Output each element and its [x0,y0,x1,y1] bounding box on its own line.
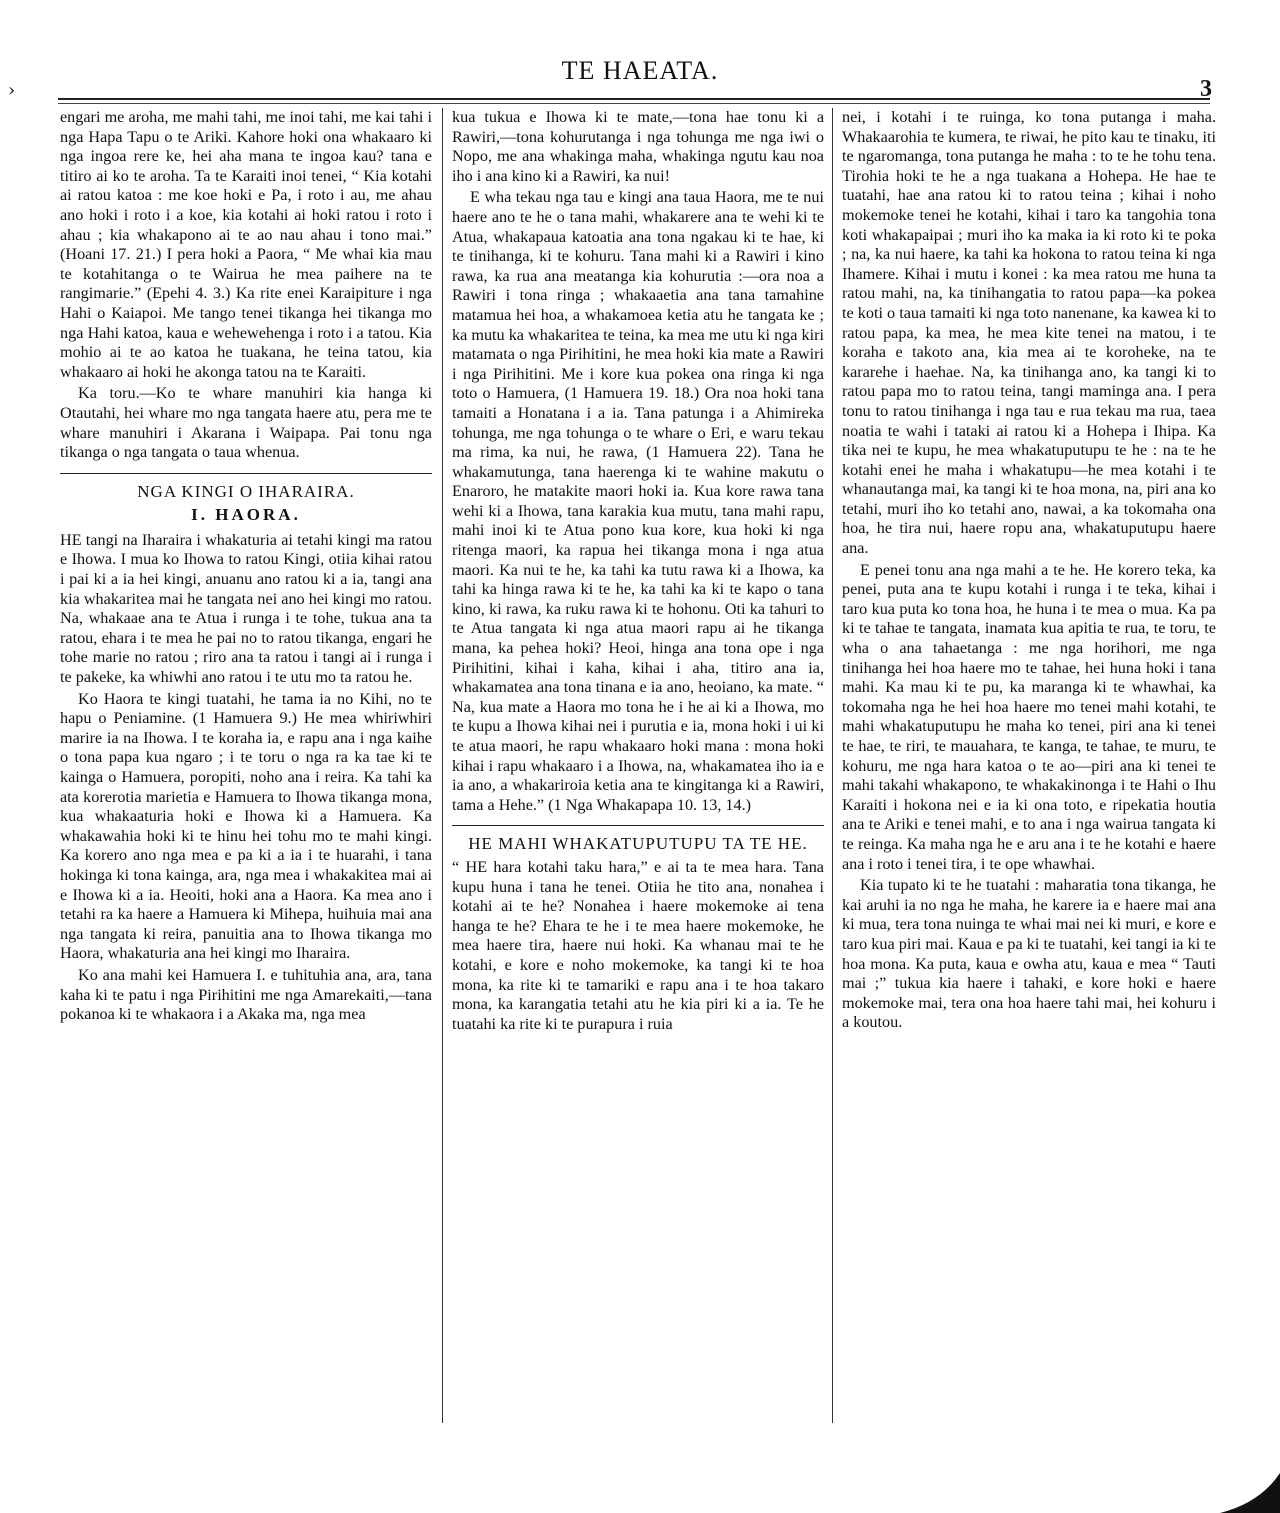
paragraph: Ka toru.—Ko te whare manuhiri kia hanga ki Otautahi, hei whare mo nga tangata haere atu, pera me te whare manuhiri i Akarana i Waipapa. Pai tonu nga tikanga o nga tangata o taua whenua. [60,384,432,462]
paragraph: kua tukua e Ihowa ki te mate,—tona hae tonu ki a Rawiri,—tona kohurutanga i nga tohunga me nga iwi o Nopo, me ana whakinga maha, whakinga ngutu kau noa iho i ana kino ki a Rawiri, ka nui! [452,108,824,185]
paragraph: engari me aroha, me mahi tahi, me inoi tahi, me kai tahi i nga Hapa Tapu o te Ariki. Kahore hoki ona whakaaro ki nga ingoa rere ke, hei aha mana te ingoa kau? tana e titiro ai ko te aroha. Ta te Karaiti inoi tenei, “ Kia kotahi ai ratou katoa : me koe hoki e Pa, i roto i au, me ahau ano hoki i roto i a koe, kia kotahi ai hoki ratou i roto i ahau ; kia whakapono ai te ao nau ahau i tono mai.” (Hoani 17. 21.) I pera hoki a Paora, “ Me whai kia mau te kotahitanga o te Wairua he mea paihere na te rangimarie.” (Epehi 4. 3.) Ka rite enei Karaipiture i nga Hahi o Kaiapoi. Me tango tenei tikanga hei tikanga mo nga Hahi katoa, kaua e wehewehenga i roto i a tatou. Kia mohio ai te ao katoa he tuakana, he teina tatou, kia whakaaro ai hoki he akonga tatou na te Karaiti. [60,108,432,381]
page-header [0,56,1280,102]
paragraph: nei, i kotahi i te ruinga, ko tona putanga i maha. Whakaarohia te kumera, te riwai, he pito kau te tinaku, iti te ngaromanga, tona putanga he maha : to te he tohu tena. Tirohia hoki te he a nga tuakana a Hohepa. He hae te tuatahi, hae ana ratou ki to ratou teina ; kihai i noho mokemoke tenei he kotahi, kihai i taro ka tangohia tona koti whakapaipai ; muri iho ka maka ia ki roto ki te poka ; na, ka nui haere, ka tahi ka hokona to ratou teina ki nga Ihamere. Kihai i mutu i konei : ka mea ratou me huna ta ratou mahi, na, ka tinihangatia to ratou papa—ka pokea te koti o taua tamaiti ki nga toto nanenane, ka kawea ki to ratou papa, ka mea, he mea kite tenei na matou, i te koraha e takoto ana, kia mea ai te koroheke, na te kararehe i haehae. Na, ka tinihanga ano, ka tangi ki to ratou papa mo to ratou teina, tangi maminga ana. I pera tonu to ratou tinihanga i nga tau e rua tekau ma rua, taea noatia te wahi i tataki ai ratou ki a Hohepa i Ihipa. Ka tika nei te kupu, he mea whakatuputupu te he : na te he kotahi enei he maha i whakatupu—he mea kotahi i te whanautanga mai, ka tangi ki te hoa mona, na, piri ana ko tetahi, muri iho ko tetahi ano, nawai, a ka tokomaha ona hoa, he tira nui, haere ropu ana, whakatuputupu haere ana. [842,108,1216,558]
newspaper-title: TE HAEATA. [561,56,719,85]
section-heading: NGA KINGI O IHARAIRA. [137,481,355,501]
header-rule [58,98,1210,100]
header-rule-thin [58,103,1210,104]
column-1 [60,108,432,1423]
page-corner-fold [1220,1473,1280,1513]
paragraph: “ HE hara kotahi taku hara,” e ai ta te mea hara. Tana kupu huna i tana he tenei. Otiia he tito ana, nonahea i kotahi ai te he? Nonahea i haere mokemoke ai tena hanga te he? Ehara te he i te mea haere mokemoke, he mea haere tira, haere nui hoki. Ka whanau mai te he kotahi, e kore e noho mokemoke, ka tangi ki te hoa mona, ka rite ki te tamariki e rapu ana i te hoa takaro mona, ka karangatia tetahi atu he kia piri ki a ia. Te he tuatahi ka rite ki te purapura i ruia [452,857,824,1033]
section-divider [452,825,824,826]
paragraph: Ko ana mahi kei Hamuera I. e tuhituhia ana, ara, tana kaha ki te patu i nga Pirihitini me nga Amarekaiti,—tana pokanoa ki te whakaora i a Akaka ma, nga mea [60,965,432,1024]
column-3 [842,108,1216,1423]
section-divider [60,473,432,474]
paragraph: E wha tekau nga tau e kingi ana taua Haora, me te nui haere ano te he o tana mahi, whakarere ana te wehi ki te Atua, whakapaua katoatia ana tona ngakau ki te hae, ki te tinihanga, ki te kohuru. Tana mahi ki a Rawiri i kino rawa, ka rua ana meatanga kia kohurutia :—ora noa a Rawiri i tona ringa ; whakaaetia ana tana tamahine matamua hei hoa, a whakamoea ketia atu he tangata ke ; ka mutu ka whakaritea te teina, ka mea me utu ki nga kiri matamata o nga Pirihitini, he mea hoki kia mate a Rawiri i nga Pirihitini. Me i kore kua pokea ona ringa ki nga toto o Hamuera, (1 Hamuera 19. 18.) Ora noa hoki tana tamaiti a Honatana i a ia. Tana patunga i a Ahimireka tohunga, me nga tohunga o te whare o Eri, e waru tekau ma rima, ka nui, he rawa, (1 Hamuera 22). Tana he whakamutunga, tana haerenga ki te wahine makutu o Enaroro, he matakite maori hoki ia. Kua kore rawa tana wehi ki a Ihowa, tana karakia kua mutu, tana mahi rapu, mahi inoi ki te Atua pono kua kore, kua hoki ki nga ritenga maori, ka rapua hei tikanga mona i nga atua maori. Ka nui te he, ka tahi ka tutu rawa ki a Ihowa, ka tahi ka hinga rawa ki te he, ka tahi ka ki te kapo o tana kino, ki rawa, ka ruku rawa ki te hohonu. Oti ka tahuri to te Atua tangata ki nga atua maori rapu ai he tikanga mana, ka pehea hoki? Heoi, hinga ana tona ope i nga Pirihitini, kihai i kaha, kihai i aha, titiro ana ia, whakamatea ana tona tinana e ia ano, heoiano, ka mate. “ Na, kua mate a Haora mo tona he i he ai ki a Ihowa, mo te kupu a Ihowa kihai nei i purutia e ia, mona hoki i ui ki te atua maori, he rapu whakaaro hoki mana : mona hoki kihai i rapu whakaaro i a Ihowa, na, whakamatea iho ia e ia ano, a whakariroia ketia ana te kingitanga ki a Rawiri, tama a Hehe.” (1 Nga Whakapapa 10. 13, 14.) [452,188,824,814]
subsection-heading: I. HAORA. [191,505,301,525]
paragraph: Kia tupato ki te he tuatahi : maharatia tona tikanga, he kai aruhi ia no nga he maha, he karere ia e haere mai ana ki mua, tera tona nuinga te whai mai nei ki muri, e kore e taro kua piri mai. Kaua e pa ki te tuatahi, kei tangi ia ki te hoa mona. Ka puta, kaua e owha atu, kaua e mea “ Tauti mai ;” tukua kia haere i tahaki, e kore hoki e haere mokemoke mai, tera ona hoa haere tahi mai, hei kohuru i a koutou. [842,876,1216,1032]
column-2 [452,108,824,1423]
column-divider-2 [832,108,833,1423]
paragraph: E penei tonu ana nga mahi a te he. He korero teka, ka penei, puta ana te kupu kotahi i runga i te teka, kihai i taro kua puta ko tona hoa, he huna i te mea o mua. Ka pa ki te tahae te tangata, inamata kua apitia te rua, te toru, te wha o ana tahaetanga : me nga horihori, me nga tinihanga hei hoa haere mo te tahae, hei huna hoki i tana mahi. Ka mau ki te pu, ka maranga ki te whawhai, ka tokomaha nga he hei hoa haere mo tenei mahi kotahi, te mahi whakatuputupu he maha ko tenei, piri ana ki tenei te hae, te riri, te mauahara, te kanga, te tahae, te muru, te kohuru, me nga hara katoa o te ao—piri ana ki tenei te mahi takahi whakapono, te whakakinonga i te Hahi o Ihu Karaiti i hokona nei e ia ki ona toto, e ripekatia houtia ana te Ariki e tenei mahi, e to ana i nga wairua tangata ki te reinga. Ka maha nga he e aru ana i te he kotahi e haere ana i roto i tenei tira, i te ope whawhai. [842,560,1216,873]
column-divider-1 [442,108,443,1423]
margin-mark: › [8,80,16,101]
page-number: 3 [1200,76,1212,102]
section-heading: HE MAHI WHAKATUPUTUPU TA TE HE. [468,834,808,854]
paragraph: Ko Haora te kingi tuatahi, he tama ia no Kihi, no te hapu o Peniamine. (1 Hamuera 9.) He mea whiriwhiri marire ia na Ihowa. I te koraha ia, e rapu ana i nga kaihe o tona papa kua ngaro ; i te toru o nga ra ka tae ki te kainga o Hamuera, poropiti, noho ana i reira. Ka tahi ka ata korerotia marietia e Hamuera to Ihowa tikanga mona, kua whakaaturia hoki e Ihowa ki a Hamuera. Ka whakawahia hoki ki te hinu hei tohu mo te mahi kingi. Ka korero ano nga mea e pa ki a ia i te huarahi, i tana hokinga ki tona kainga, ara, nga mea i whakakitea mai ai e Ihowa ki a ia. Heoiti, hoki ana a Haora. Ka mea ano i tetahi ra ka haere a Hamuera ki Mihepa, huihuia mai ana nga tangata ki reira, panuitia ana to Ihowa tikanga mo Haora, whakaturia ana hei kingi mo Iharaira. [60,689,432,963]
paragraph: HE tangi na Iharaira i whakaturia ai tetahi kingi ma ratou e Ihowa. I mua ko Ihowa to ratou Kingi, otiia kihai ratou i pai ki a ia hei kingi, anuanu ano ratou ki a ia, tangi ana kia whakaritea mai he tangata nei ano hei kingi mo ratou. Na, whakaae ana te Atua i runga i te tohe, tukua ana ta ratou, ehara i te mea he pai no to ratou tikanga, engari he tohe marie no ratou ; riro ana ta ratou i tangi ai i runga i te pakeke, ka whiwhi ano ratou i te utu mo ta ratou he. [60,530,432,687]
